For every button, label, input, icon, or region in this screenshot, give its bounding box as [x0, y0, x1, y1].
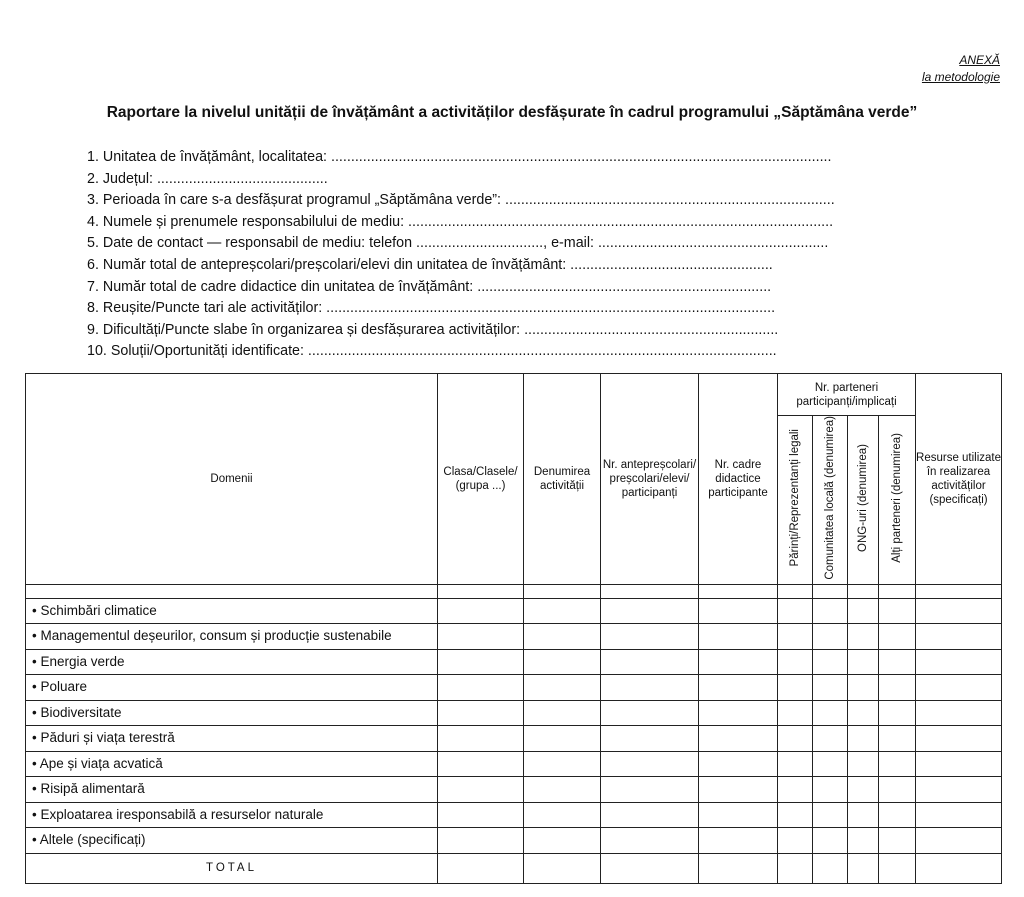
- table-row: [26, 751, 1002, 777]
- table-cell[interactable]: [916, 649, 1002, 675]
- header-ong: ONG-uri (denumirea): [857, 443, 869, 552]
- table-cell[interactable]: [879, 751, 916, 777]
- domain-label: • Energia verde: [26, 649, 438, 675]
- table-row: [26, 726, 1002, 752]
- domain-label: • Schimbări climatice: [26, 598, 438, 624]
- table-row: [26, 624, 1002, 650]
- table-cell[interactable]: [601, 700, 699, 726]
- table-cell[interactable]: [601, 828, 699, 854]
- table-cell[interactable]: [879, 828, 916, 854]
- table-cell[interactable]: [699, 649, 778, 675]
- table-cell[interactable]: [848, 624, 879, 650]
- table-cell[interactable]: [524, 726, 601, 752]
- table-cell[interactable]: [601, 802, 699, 828]
- table-cell[interactable]: [879, 726, 916, 752]
- table-cell[interactable]: [778, 649, 813, 675]
- form-field-8[interactable]: 8. Reușite/Puncte tari ale activităților: .................................................................................................................: [87, 300, 776, 317]
- table-cell[interactable]: [879, 777, 916, 803]
- table-cell[interactable]: [524, 649, 601, 675]
- table-cell[interactable]: [438, 598, 524, 624]
- table-cell[interactable]: [524, 598, 601, 624]
- table-cell[interactable]: [601, 675, 699, 701]
- table-cell[interactable]: [438, 751, 524, 777]
- table-cell[interactable]: [879, 624, 916, 650]
- table-cell[interactable]: [916, 624, 1002, 650]
- table-row: [26, 700, 1002, 726]
- table-cell[interactable]: [601, 777, 699, 803]
- table-cell[interactable]: [524, 828, 601, 854]
- table-cell[interactable]: [848, 828, 879, 854]
- form-field-10[interactable]: 10. Soluții/Oportunități identificate: ......................................................................................................................: [87, 343, 777, 360]
- domain-label: • Poluare: [26, 675, 438, 701]
- table-cell[interactable]: [699, 802, 778, 828]
- domain-label: • Biodiversitate: [26, 700, 438, 726]
- header-nr-elevi: Nr. antepreșcolari/ preșcolari/elevi/ participanți: [601, 374, 699, 585]
- table-cell[interactable]: [601, 726, 699, 752]
- table-cell[interactable]: [916, 751, 1002, 777]
- table-cell[interactable]: [438, 828, 524, 854]
- table-cell[interactable]: [699, 777, 778, 803]
- form-field-9[interactable]: 9. Dificultăți/Puncte slabe în organizarea și desfășurarea activităților: ................................................................: [87, 321, 779, 338]
- table-cell[interactable]: [813, 649, 848, 675]
- annex-subtitle: la metodologie: [921, 70, 1000, 84]
- activities-table: [25, 373, 1002, 884]
- table-cell[interactable]: [601, 598, 699, 624]
- table-cell[interactable]: [848, 649, 879, 675]
- header-parinti: Părinți/Reprezentanți legali: [789, 429, 801, 567]
- table-cell[interactable]: [916, 802, 1002, 828]
- total-label: TOTAL: [26, 853, 438, 883]
- table-cell[interactable]: [601, 751, 699, 777]
- table-cell[interactable]: [524, 751, 601, 777]
- table-cell[interactable]: [699, 700, 778, 726]
- form-field-1[interactable]: 1. Unitatea de învățământ, localitatea: ..............................................................................................................................: [87, 149, 832, 165]
- table-cell[interactable]: [813, 777, 848, 803]
- annex-title: ANEXĂ: [959, 53, 1000, 67]
- form-field-5[interactable]: 5. Date de contact — responsabil de mediu: telefon ................................, e-mail: ..........................................................: [87, 235, 829, 252]
- table-cell[interactable]: [699, 751, 778, 777]
- table-cell[interactable]: [699, 598, 778, 624]
- table-cell[interactable]: [438, 649, 524, 675]
- header-nr-cadre: Nr. cadre didactice participante: [699, 374, 778, 585]
- table-cell[interactable]: [879, 700, 916, 726]
- table-cell[interactable]: [813, 751, 848, 777]
- form-field-4[interactable]: 4. Numele și prenumele responsabilului de mediu: ...........................................................................................................: [87, 213, 834, 230]
- table-row-empty: [26, 584, 1002, 598]
- table-cell[interactable]: [848, 598, 879, 624]
- table-cell[interactable]: [916, 675, 1002, 701]
- domain-label: • Păduri și viața terestră: [26, 726, 438, 752]
- table-cell[interactable]: [813, 675, 848, 701]
- domain-label: • Managementul deșeurilor, consum și producție sustenabile: [26, 624, 438, 650]
- table-cell[interactable]: [848, 726, 879, 752]
- header-comunitatea: Comunitatea locală (denumirea): [824, 416, 836, 580]
- table-row: [26, 802, 1002, 828]
- table-cell[interactable]: [848, 700, 879, 726]
- table-cell[interactable]: [778, 598, 813, 624]
- table-cell[interactable]: [778, 751, 813, 777]
- table-cell[interactable]: [438, 726, 524, 752]
- table-row: [26, 598, 1002, 624]
- table-cell[interactable]: [813, 700, 848, 726]
- table-cell[interactable]: [699, 726, 778, 752]
- table-cell[interactable]: [916, 777, 1002, 803]
- table-cell[interactable]: [699, 624, 778, 650]
- domain-label: • Altele (specificați): [26, 828, 438, 854]
- table-cell[interactable]: [879, 598, 916, 624]
- table-cell[interactable]: [778, 828, 813, 854]
- table-cell[interactable]: [699, 828, 778, 854]
- table-cell[interactable]: [778, 802, 813, 828]
- header-clasa: Clasa/Clasele/ (grupa ...): [438, 374, 524, 585]
- table-cell[interactable]: [438, 675, 524, 701]
- table-cell[interactable]: [524, 802, 601, 828]
- table-cell[interactable]: [813, 802, 848, 828]
- table-cell[interactable]: [438, 700, 524, 726]
- header-parteneri: Nr. parteneri participanți/implicați: [778, 374, 916, 416]
- table-cell[interactable]: [916, 726, 1002, 752]
- table-cell[interactable]: [524, 777, 601, 803]
- table-row: [26, 675, 1002, 701]
- table-cell[interactable]: [778, 700, 813, 726]
- table-cell[interactable]: [778, 675, 813, 701]
- table-cell[interactable]: [879, 802, 916, 828]
- table-cell[interactable]: [601, 649, 699, 675]
- table-cell[interactable]: [813, 828, 848, 854]
- form-field-2[interactable]: 2. Județul: ...........................................: [87, 170, 328, 187]
- table-cell[interactable]: [848, 675, 879, 701]
- header-domenii: Domenii: [26, 374, 438, 585]
- annex-label: [922, 52, 1000, 86]
- table-cell[interactable]: [916, 828, 1002, 854]
- table-row: [26, 649, 1002, 675]
- table-cell[interactable]: [601, 624, 699, 650]
- table-cell[interactable]: [916, 598, 1002, 624]
- table-cell[interactable]: [778, 726, 813, 752]
- table-row-total: [26, 853, 1002, 883]
- form-fields: [87, 147, 835, 363]
- header-resurse: Resurse utilizate în realizarea activităților (specificați): [916, 374, 1002, 585]
- table-cell[interactable]: [524, 624, 601, 650]
- form-field-6[interactable]: 6. Număr total de antepreșcolari/preșcolari/elevi din unitatea de învățământ: ...................................................: [87, 256, 773, 273]
- table-cell[interactable]: [813, 726, 848, 752]
- table-cell[interactable]: [524, 700, 601, 726]
- domain-label: • Exploatarea iresponsabilă a resurselor naturale: [26, 802, 438, 828]
- table-cell[interactable]: [813, 624, 848, 650]
- table-row: [26, 828, 1002, 854]
- table-cell[interactable]: [438, 802, 524, 828]
- domain-label: • Ape și viața acvatică: [26, 751, 438, 777]
- table-cell[interactable]: [699, 675, 778, 701]
- document-title: Raportare la nivelul unității de învățământ a activităților desfășurate în cadrul programului „Săptămâna verde”: [106, 104, 918, 121]
- form-field-7[interactable]: 7. Număr total de cadre didactice din unitatea de învățământ: ..........................................................................: [87, 278, 772, 295]
- table-cell[interactable]: [848, 802, 879, 828]
- table-cell[interactable]: [524, 675, 601, 701]
- table-cell[interactable]: [916, 700, 1002, 726]
- table-cell[interactable]: [813, 598, 848, 624]
- table-cell[interactable]: [879, 675, 916, 701]
- form-field-3[interactable]: 3. Perioada în care s-a desfășurat programul „Săptămâna verde”: ...................................................................................: [87, 192, 835, 209]
- header-alti: Alți parteneri (denumirea): [891, 432, 903, 563]
- domain-label: • Risipă alimentară: [26, 777, 438, 803]
- table-row: [26, 777, 1002, 803]
- header-denumirea: Denumirea activității: [524, 374, 601, 585]
- table-cell[interactable]: [438, 777, 524, 803]
- table-cell[interactable]: [848, 777, 879, 803]
- table-cell[interactable]: [438, 624, 524, 650]
- table-cell[interactable]: [848, 751, 879, 777]
- table-cell[interactable]: [778, 777, 813, 803]
- table-cell[interactable]: [879, 649, 916, 675]
- table-cell[interactable]: [778, 624, 813, 650]
